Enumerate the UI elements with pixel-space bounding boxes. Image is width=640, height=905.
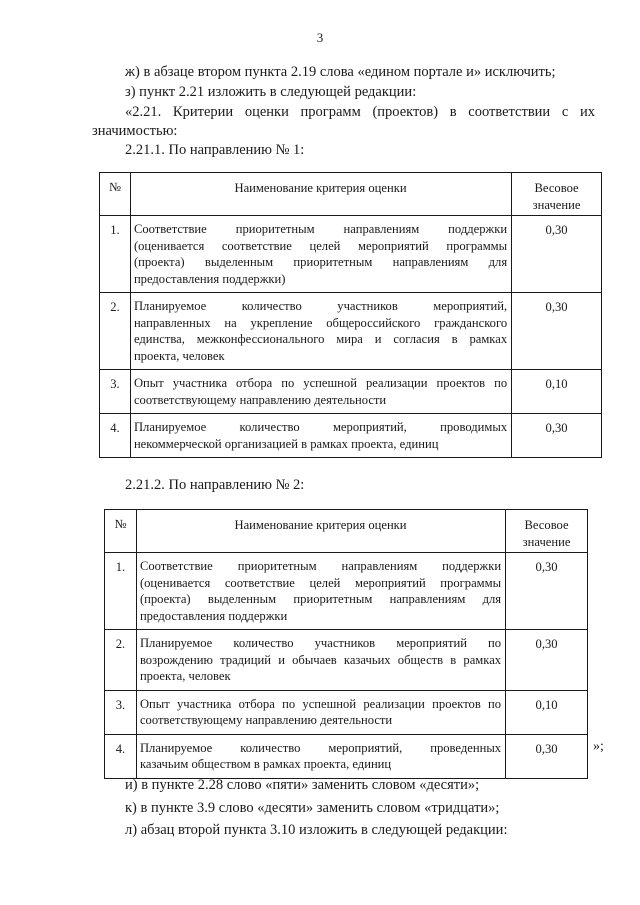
row-criterion: Соответствие приоритетным направлениям поддержки (оценивается соответствие целей мероприятий программы (проекта) выделенным приоритетным направлениям для предоставления поддержки bbox=[136, 553, 505, 630]
row-weight: 0,10 bbox=[512, 370, 602, 414]
row-weight: 0,10 bbox=[506, 690, 588, 734]
row-criterion: Опыт участника отбора по успешной реализации проектов по соответствующему направлению деятельности bbox=[136, 690, 505, 734]
row-criterion: Соответствие приоритетным направлениям поддержки (оценивается соответствие целей мероприятий программы (проекта) выделенным приоритетным направлениям для предоставления поддержки) bbox=[130, 216, 511, 293]
row-weight: 0,30 bbox=[506, 553, 588, 630]
section-heading-direction-2: 2.21.2. По направлению № 2: bbox=[125, 477, 305, 493]
row-num: 3. bbox=[100, 370, 131, 414]
row-num: 2. bbox=[105, 630, 137, 691]
table-row bbox=[105, 734, 588, 778]
row-num: 4. bbox=[100, 414, 131, 458]
row-criterion: Планируемое количество участников мероприятий по возрождению традиций и обычаев казачьих обществ в рамках проекта, человек bbox=[136, 630, 505, 691]
table-row bbox=[105, 690, 588, 734]
paragraph-item-k: к) в пункте 3.9 слово «десяти» заменить словом «тридцати»; bbox=[125, 800, 500, 816]
row-num: 2. bbox=[100, 293, 131, 370]
table-row bbox=[100, 293, 602, 370]
row-criterion: Планируемое количество участников мероприятий, направленных на укрепление общероссийского гражданского единства, межконфессионального мира и согласия в рамках проекта, человек bbox=[130, 293, 511, 370]
row-weight: 0,30 bbox=[512, 414, 602, 458]
table-row bbox=[105, 630, 588, 691]
paragraph-criteria-intro-cont: значимостью: bbox=[92, 123, 178, 139]
row-criterion: Планируемое количество мероприятий, проведенных казачьим обществом в рамках проекта, единиц bbox=[136, 734, 505, 778]
paragraph-item-z: з) пункт 2.21 изложить в следующей редакции: bbox=[125, 84, 417, 100]
page-number: 3 bbox=[316, 30, 324, 45]
table-header-row bbox=[100, 173, 602, 216]
table-row bbox=[100, 414, 602, 458]
header-num: № bbox=[105, 510, 137, 553]
row-weight: 0,30 bbox=[506, 630, 588, 691]
row-weight: 0,30 bbox=[512, 216, 602, 293]
table-row bbox=[100, 216, 602, 293]
paragraph-item-zh: ж) в абзаце втором пункта 2.19 слова «едином портале и» исключить; bbox=[125, 64, 556, 80]
row-num: 3. bbox=[105, 690, 137, 734]
header-name: Наименование критерия оценки bbox=[136, 510, 505, 553]
criteria-table-direction-1 bbox=[99, 172, 602, 458]
table-header-row bbox=[105, 510, 588, 553]
row-weight: 0,30 bbox=[512, 293, 602, 370]
row-num: 1. bbox=[100, 216, 131, 293]
header-weight: Весовое значение bbox=[506, 510, 588, 553]
header-weight: Весовое значение bbox=[512, 173, 602, 216]
table-row bbox=[100, 370, 602, 414]
section-heading-direction-1: 2.21.1. По направлению № 1: bbox=[125, 142, 305, 158]
row-criterion: Планируемое количество мероприятий, проводимых некоммерческой организацией в рамках проекта, единиц bbox=[130, 414, 511, 458]
paragraph-criteria-intro: «2.21. Критерии оценки программ (проектов) в соответствии с их bbox=[125, 104, 595, 120]
row-weight: 0,30 bbox=[506, 734, 588, 778]
row-num: 1. bbox=[105, 553, 137, 630]
header-name: Наименование критерия оценки bbox=[130, 173, 511, 216]
paragraph-item-l: л) абзац второй пункта 3.10 изложить в следующей редакции: bbox=[125, 822, 508, 838]
row-criterion: Опыт участника отбора по успешной реализации проектов по соответствующему направлению деятельности bbox=[130, 370, 511, 414]
closing-quote: »; bbox=[593, 739, 604, 754]
row-num: 4. bbox=[105, 734, 137, 778]
header-num: № bbox=[100, 173, 131, 216]
paragraph-item-i: и) в пункте 2.28 слово «пяти» заменить словом «десяти»; bbox=[125, 777, 480, 793]
table-row bbox=[105, 553, 588, 630]
criteria-table-direction-2 bbox=[104, 509, 588, 779]
